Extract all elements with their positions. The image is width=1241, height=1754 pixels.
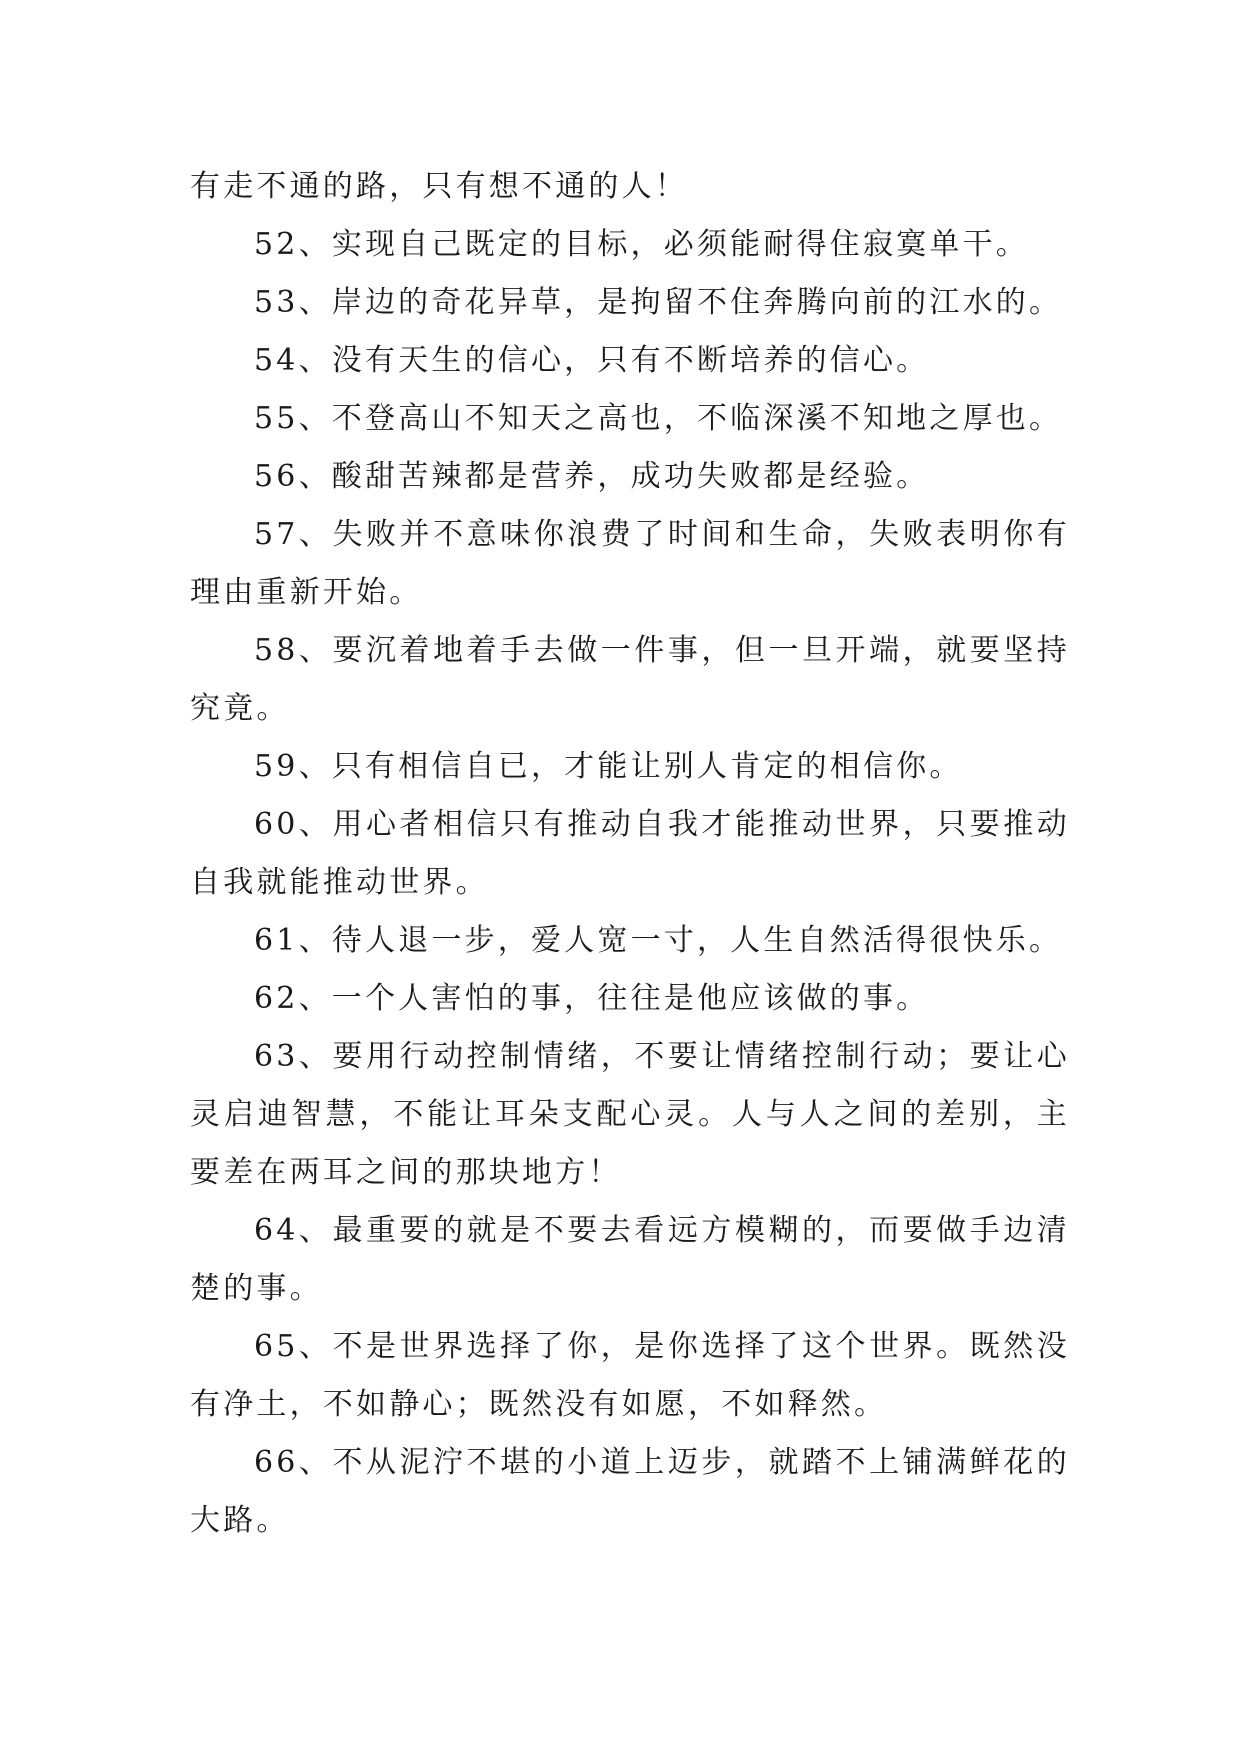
paragraph-continuation: 有走不通的路，只有想不通的人！: [190, 169, 688, 204]
quote-61: 61、待人退一步，爱人宽一寸，人生自然活得很快乐。: [254, 923, 1063, 958]
quote-60: 60、用心者相信只有推动自我才能推动世界，只要推动自我就能推动世界。: [190, 807, 1070, 900]
quote-52: 52、实现自己既定的目标，必须能耐得住寂寞单干。: [254, 227, 1029, 262]
quote-53: 53、岸边的奇花异草，是拘留不住奔腾向前的江水的。: [254, 285, 1063, 320]
quote-54: 54、没有天生的信心，只有不断培养的信心。: [254, 343, 930, 378]
quote-62: 62、一个人害怕的事，往往是他应该做的事。: [254, 981, 930, 1016]
quote-58: 58、要沉着地着手去做一件事，但一旦开端，就要坚持究竟。: [190, 633, 1070, 726]
quote-63: 63、要用行动控制情绪，不要让情绪控制行动；要让心灵启迪智慧，不能让耳朵支配心灵。人与人之间的差别，主要差在两耳之间的那块地方！: [190, 1039, 1070, 1190]
quote-55: 55、不登高山不知天之高也，不临深溪不知地之厚也。: [254, 401, 1063, 436]
quote-65: 65、不是世界选择了你，是你选择了这个世界。既然没有净土，不如静心；既然没有如愿，不如释然。: [190, 1329, 1070, 1422]
quote-57: 57、失败并不意味你浪费了时间和生命，失败表明你有理由重新开始。: [190, 517, 1070, 610]
quote-56: 56、酸甜苦辣都是营养，成功失败都是经验。: [254, 459, 930, 494]
quote-64: 64、最重要的就是不要去看远方模糊的，而要做手边清楚的事。: [190, 1213, 1070, 1306]
quote-59: 59、只有相信自已，才能让别人肯定的相信你。: [254, 749, 963, 784]
document-body: [190, 158, 1070, 1550]
quote-66: 66、不从泥泞不堪的小道上迈步，就踏不上铺满鲜花的大路。: [190, 1445, 1070, 1538]
